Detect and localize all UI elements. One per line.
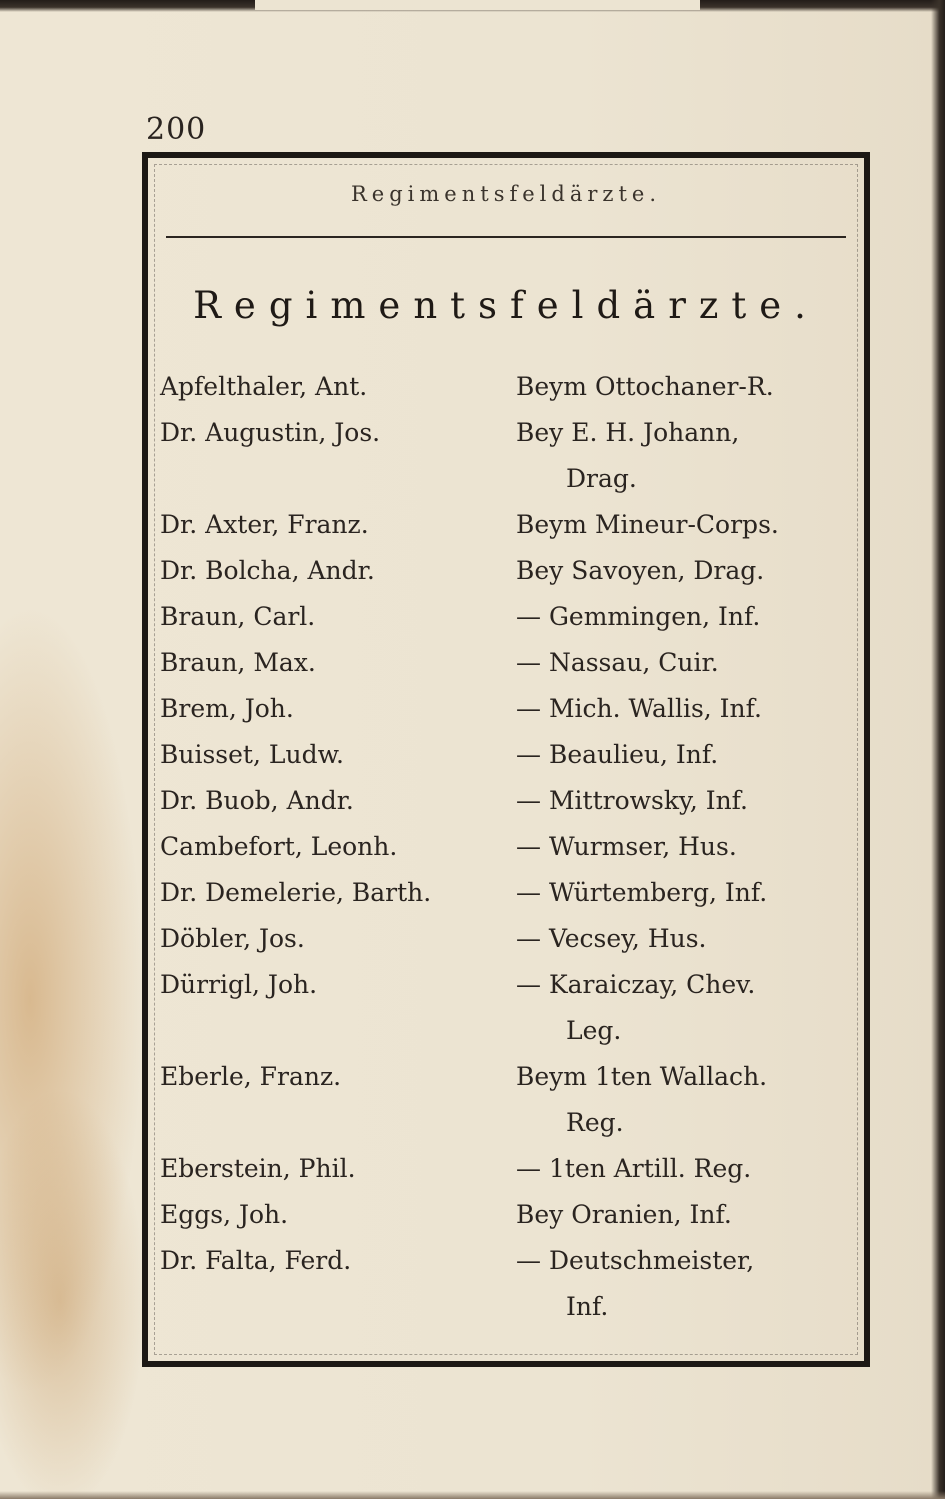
entry-name: Cambefort, Leonh. bbox=[160, 832, 398, 861]
entry-name: Dr. Axter, Franz. bbox=[160, 510, 369, 539]
entry-name: Dr. Augustin, Jos. bbox=[160, 418, 381, 447]
entry-unit-continuation: Reg. bbox=[566, 1108, 624, 1137]
entry-row bbox=[148, 640, 864, 686]
entry-unit: — Karaiczay, Chev. bbox=[516, 970, 756, 999]
entry-row bbox=[148, 1238, 864, 1330]
entry-name: Braun, Carl. bbox=[160, 602, 316, 631]
entry-name: Eberstein, Phil. bbox=[160, 1154, 356, 1183]
entry-row bbox=[148, 594, 864, 640]
entry-name: Dr. Demelerie, Barth. bbox=[160, 878, 432, 907]
entry-row bbox=[148, 824, 864, 870]
entry-name: Apfelthaler, Ant. bbox=[160, 372, 368, 401]
entry-unit: Bey E. H. Johann, bbox=[516, 418, 740, 447]
entry-row bbox=[148, 916, 864, 962]
entry-unit: Bey Oranien, Inf. bbox=[516, 1200, 732, 1229]
entry-row bbox=[148, 778, 864, 824]
entry-name: Brem, Joh. bbox=[160, 694, 294, 723]
entry-unit: Beym Mineur-Corps. bbox=[516, 510, 779, 539]
entry-name: Eggs, Joh. bbox=[160, 1200, 289, 1229]
right-page-edge bbox=[931, 0, 945, 1499]
entry-unit: — Wurmser, Hus. bbox=[516, 832, 737, 861]
entry-unit: Beym 1ten Wallach. bbox=[516, 1062, 768, 1091]
entry-name: Dr. Buob, Andr. bbox=[160, 786, 354, 815]
entry-unit-continuation: Inf. bbox=[566, 1292, 609, 1321]
entry-unit: — Vecsey, Hus. bbox=[516, 924, 707, 953]
entry-row bbox=[148, 1192, 864, 1238]
entry-row bbox=[148, 364, 864, 410]
entry-row bbox=[148, 732, 864, 778]
entry-unit: — Gemmingen, Inf. bbox=[516, 602, 761, 631]
entry-unit: — Deutschmeister, bbox=[516, 1246, 755, 1275]
entry-name: Dr. Falta, Ferd. bbox=[160, 1246, 352, 1275]
entry-unit: — Beaulieu, Inf. bbox=[516, 740, 719, 769]
bottom-page-edge bbox=[0, 1491, 945, 1499]
entry-name: Eberle, Franz. bbox=[160, 1062, 342, 1091]
top-page-edge bbox=[0, 0, 945, 12]
running-head: Regimentsfeldärzte. bbox=[350, 182, 661, 206]
entry-unit: — Nassau, Cuir. bbox=[516, 648, 719, 677]
entry-row bbox=[148, 1054, 864, 1146]
entry-name: Dürrigl, Joh. bbox=[160, 970, 318, 999]
entry-unit: — Würtemberg, Inf. bbox=[516, 878, 768, 907]
entry-unit-continuation: Leg. bbox=[566, 1016, 622, 1045]
entry-row bbox=[148, 548, 864, 594]
content-frame bbox=[142, 152, 870, 1367]
entry-row bbox=[148, 870, 864, 916]
entry-unit: — Mich. Wallis, Inf. bbox=[516, 694, 762, 723]
entry-name: Döbler, Jos. bbox=[160, 924, 305, 953]
entry-unit: Beym Ottochaner-R. bbox=[516, 372, 774, 401]
header-rule bbox=[166, 236, 846, 238]
entry-row bbox=[148, 1146, 864, 1192]
entry-row bbox=[148, 410, 864, 502]
entry-unit: Bey Savoyen, Drag. bbox=[516, 556, 765, 585]
entry-unit: — 1ten Artill. Reg. bbox=[516, 1154, 752, 1183]
entry-row bbox=[148, 686, 864, 732]
page-number: 200 bbox=[146, 112, 207, 147]
entry-name: Dr. Bolcha, Andr. bbox=[160, 556, 375, 585]
entry-unit: — Mittrowsky, Inf. bbox=[516, 786, 748, 815]
entry-name: Braun, Max. bbox=[160, 648, 316, 677]
entry-row bbox=[148, 962, 864, 1054]
entry-name: Buisset, Ludw. bbox=[160, 740, 344, 769]
entry-list bbox=[148, 364, 864, 1330]
section-title: Regimentsfeldärzte. bbox=[193, 284, 819, 327]
entry-row bbox=[148, 502, 864, 548]
entry-unit-continuation: Drag. bbox=[566, 464, 637, 493]
